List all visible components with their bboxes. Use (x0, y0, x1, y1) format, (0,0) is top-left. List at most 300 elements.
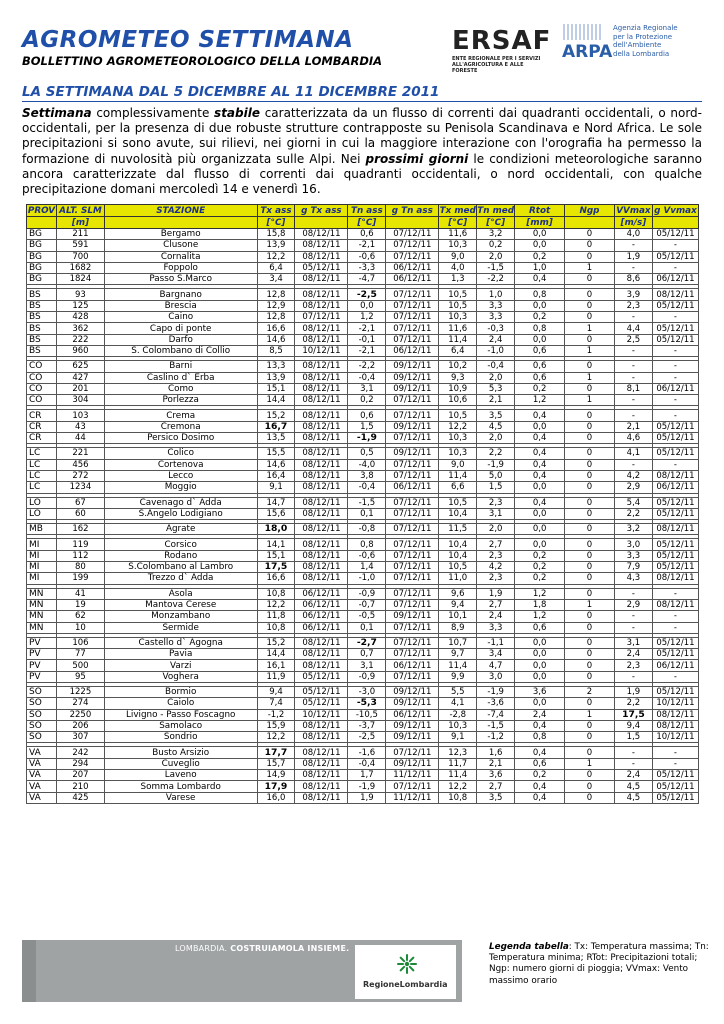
table-cell: 0,2 (515, 312, 565, 323)
table-cell: CR (27, 410, 57, 421)
table-cell: - (614, 240, 652, 251)
table-cell: 95 (56, 671, 104, 682)
table-cell: 08/12/11 (295, 274, 348, 285)
table-cell: 4,0 (439, 262, 477, 273)
table-cell: 0 (565, 433, 615, 444)
table-row (27, 251, 699, 262)
table-cell: 1,0 (515, 262, 565, 273)
table-cell: 1,5 (477, 482, 515, 493)
table-row (27, 383, 699, 394)
table-cell: 2,7 (477, 599, 515, 610)
table-cell: 12,2 (257, 251, 295, 262)
table-row (27, 229, 699, 240)
table-cell: 07/12/11 (386, 671, 439, 682)
table-cell: Pavia (104, 649, 257, 660)
table-cell: -0,6 (348, 251, 386, 262)
table-cell: 16,6 (257, 573, 295, 584)
table-legend (489, 942, 709, 987)
table-cell: Darfo (104, 334, 257, 345)
table-cell: 9,4 (614, 720, 652, 731)
table-cell: MN (27, 599, 57, 610)
table-cell: 3,0 (614, 539, 652, 550)
table-cell: 08/12/11 (295, 550, 348, 561)
table-cell: - (614, 588, 652, 599)
table-row (27, 448, 699, 459)
table-cell: 8,6 (614, 274, 652, 285)
table-cell: 43 (56, 421, 104, 432)
table-cell: 456 (56, 459, 104, 470)
table-cell: 1 (565, 709, 615, 720)
table-cell: 06/12/11 (386, 345, 439, 356)
table-cell: 1 (565, 395, 615, 406)
table-cell: 13,3 (257, 361, 295, 372)
table-cell: 0 (565, 274, 615, 285)
table-cell: 1,3 (439, 274, 477, 285)
table-cell: LO (27, 497, 57, 508)
table-cell: 2,9 (614, 599, 652, 610)
table-cell: - (614, 747, 652, 758)
table-cell: - (614, 459, 652, 470)
table-cell: 93 (56, 289, 104, 300)
table-cell: 08/12/11 (295, 497, 348, 508)
table-cell: -1,2 (477, 732, 515, 743)
table-cell: 08/12/11 (652, 720, 698, 731)
table-cell: 11,7 (439, 758, 477, 769)
column-header: g Tn ass (386, 205, 439, 217)
table-cell: SO (27, 698, 57, 709)
table-cell: 09/12/11 (386, 383, 439, 394)
table-cell: 05/12/11 (652, 637, 698, 648)
table-row (27, 312, 699, 323)
table-cell: 1,6 (477, 747, 515, 758)
table-cell: - (652, 345, 698, 356)
table-cell: 0 (565, 611, 615, 622)
table-cell: 625 (56, 361, 104, 372)
table-row (27, 611, 699, 622)
table-cell: 0 (565, 562, 615, 573)
table-cell: -4,7 (348, 274, 386, 285)
table-cell: 14,6 (257, 459, 295, 470)
table-cell: 0 (565, 747, 615, 758)
table-cell: 8,1 (614, 383, 652, 394)
table-cell: -2,1 (348, 345, 386, 356)
ersaf-logo-word: ERSAF (452, 26, 552, 56)
table-cell: 05/12/11 (652, 497, 698, 508)
table-cell: 14,6 (257, 334, 295, 345)
table-cell: 0 (565, 497, 615, 508)
table-cell: VA (27, 792, 57, 803)
table-row (27, 709, 699, 720)
table-cell: 0,1 (348, 622, 386, 633)
column-unit: [m/s] (614, 217, 652, 229)
table-cell: 10,8 (257, 588, 295, 599)
table-cell: 07/12/11 (386, 323, 439, 334)
table-cell: -0,7 (348, 599, 386, 610)
table-cell: 3,1 (614, 637, 652, 648)
table-cell: 2,3 (477, 550, 515, 561)
table-cell: 2250 (56, 709, 104, 720)
table-cell: 07/12/11 (386, 539, 439, 550)
table-row (27, 720, 699, 731)
week-title: LA SETTIMANA DAL 5 DICEMBRE AL 11 DICEMBRE 2011 (22, 84, 440, 100)
table-cell: 05/12/11 (295, 698, 348, 709)
table-cell: 222 (56, 334, 104, 345)
summary-bold-2: stabile (214, 106, 260, 120)
table-cell: 09/12/11 (386, 698, 439, 709)
table-cell: BG (27, 240, 57, 251)
table-cell: MI (27, 539, 57, 550)
table-cell: Bargnano (104, 289, 257, 300)
table-cell: -1,9 (348, 781, 386, 792)
table-cell: 15,1 (257, 383, 295, 394)
table-row (27, 459, 699, 470)
table-cell: Colico (104, 448, 257, 459)
table-row (27, 345, 699, 356)
table-row (27, 508, 699, 519)
table-cell: 06/12/11 (652, 274, 698, 285)
table-cell: LC (27, 448, 57, 459)
table-cell: 08/12/11 (295, 334, 348, 345)
table-cell: 05/12/11 (652, 649, 698, 660)
table-cell: Porlezza (104, 395, 257, 406)
table-cell: CR (27, 433, 57, 444)
arpa-logo-word: ARPA (562, 42, 613, 62)
ersaf-logo-line1: ENTE REGIONALE PER I SERVIZI (452, 56, 541, 62)
table-cell: 1 (565, 599, 615, 610)
table-cell: 106 (56, 637, 104, 648)
table-cell: 05/12/11 (652, 781, 698, 792)
table-cell: 0,0 (515, 300, 565, 311)
table-cell: 1,9 (477, 588, 515, 599)
summary-text-1: complessivamente (91, 106, 215, 120)
table-cell: 67 (56, 497, 104, 508)
table-cell: 2,1 (477, 395, 515, 406)
table-cell: 16,0 (257, 792, 295, 803)
table-cell: -0,4 (348, 372, 386, 383)
table-cell: 2,3 (477, 497, 515, 508)
table-row (27, 747, 699, 758)
table-cell: 0,2 (515, 770, 565, 781)
table-cell: 2,3 (614, 300, 652, 311)
table-cell: 08/12/11 (652, 709, 698, 720)
table-row (27, 649, 699, 660)
table-cell: 1,2 (348, 312, 386, 323)
table-cell: 211 (56, 229, 104, 240)
table-cell: -1,5 (477, 720, 515, 731)
column-unit (386, 217, 439, 229)
table-cell: 13,5 (257, 433, 295, 444)
table-cell: 10,3 (439, 448, 477, 459)
table-cell: 05/12/11 (652, 251, 698, 262)
column-unit (652, 217, 698, 229)
table-cell: 0,6 (348, 229, 386, 240)
table-cell: BS (27, 334, 57, 345)
table-cell: 07/12/11 (386, 395, 439, 406)
table-cell: - (652, 262, 698, 273)
table-cell: 0 (565, 334, 615, 345)
column-unit: [mm] (515, 217, 565, 229)
table-cell: 4,7 (477, 660, 515, 671)
table-cell: 05/12/11 (295, 262, 348, 273)
table-cell: 1,2 (515, 588, 565, 599)
table-cell: 427 (56, 372, 104, 383)
table-cell: Varese (104, 792, 257, 803)
table-cell: 17,7 (257, 747, 295, 758)
table-cell: -1,9 (477, 686, 515, 697)
table-cell: 08/12/11 (295, 637, 348, 648)
table-cell: 960 (56, 345, 104, 356)
table-row (27, 395, 699, 406)
table-cell: 0,0 (515, 649, 565, 660)
table-row (27, 660, 699, 671)
table-cell: 3,4 (257, 274, 295, 285)
table-cell: 12,2 (439, 421, 477, 432)
table-cell: 0,0 (515, 524, 565, 535)
summary-text-2: caratterizzata da un flusso di correnti dai quadranti occidentali, o nord-occidentali, per la presenza di due robuste strutture contrapposte su Penisola Scandinava e Nord Africa. Le sole precipitazioni si sono avute, sui rilievi, nei giorni in cui la maggiore interazione con l'orografia ha permesso la formazione di nuvolosità più organizzata sulle Alpi. Nei (22, 106, 702, 166)
table-cell: 06/12/11 (295, 622, 348, 633)
table-cell: -0,3 (477, 323, 515, 334)
table-cell: 0,4 (515, 470, 565, 481)
table-cell: 2 (565, 686, 615, 697)
table-cell: 10,6 (439, 395, 477, 406)
table-row (27, 470, 699, 481)
table-cell: 08/12/11 (295, 562, 348, 573)
table-cell: 09/12/11 (386, 686, 439, 697)
table-cell: 07/12/11 (386, 524, 439, 535)
table-cell: 0,0 (515, 334, 565, 345)
table-cell: 0,4 (515, 274, 565, 285)
table-row (27, 524, 699, 535)
table-cell: 1,4 (348, 562, 386, 573)
table-cell: 2,4 (614, 649, 652, 660)
table-body (27, 229, 699, 804)
table-cell: 11,4 (439, 334, 477, 345)
table-cell: 15,2 (257, 637, 295, 648)
table-cell: 0,0 (515, 508, 565, 519)
table-cell: 2,7 (477, 781, 515, 792)
column-unit (295, 217, 348, 229)
table-cell: 60 (56, 508, 104, 519)
table-cell: 0 (565, 508, 615, 519)
table-cell: 1,9 (348, 792, 386, 803)
table-cell: Capo di ponte (104, 323, 257, 334)
table-cell: 2,0 (477, 524, 515, 535)
table-cell: 3,3 (477, 300, 515, 311)
table-cell: Lecco (104, 470, 257, 481)
table-cell: 1 (565, 323, 615, 334)
table-cell: 5,0 (477, 470, 515, 481)
table-cell: 0,1 (348, 508, 386, 519)
table-cell: 591 (56, 240, 104, 251)
table-cell: - (652, 611, 698, 622)
table-cell: 3,8 (348, 470, 386, 481)
table-cell: 0 (565, 698, 615, 709)
table-cell: 05/12/11 (652, 323, 698, 334)
column-header: g Tx ass (295, 205, 348, 217)
table-cell: 1,0 (477, 289, 515, 300)
table-cell: 9,0 (439, 251, 477, 262)
table-cell: 0 (565, 732, 615, 743)
table-cell: - (614, 611, 652, 622)
table-cell: 0,0 (515, 660, 565, 671)
table-cell: 08/12/11 (295, 448, 348, 459)
table-cell: -1,9 (477, 459, 515, 470)
table-cell: 2,2 (477, 448, 515, 459)
table-cell: 2,4 (515, 709, 565, 720)
table-cell: 11,8 (257, 611, 295, 622)
table-cell: 5,5 (439, 686, 477, 697)
table-cell: 08/12/11 (295, 323, 348, 334)
table-cell: 0 (565, 410, 615, 421)
table-cell: 2,5 (614, 334, 652, 345)
table-cell: Passo S.Marco (104, 274, 257, 285)
table-cell: 201 (56, 383, 104, 394)
table-row (27, 497, 699, 508)
table-cell: S.Angelo Lodigiano (104, 508, 257, 519)
table-cell: Cremona (104, 421, 257, 432)
table-cell: 10,5 (439, 497, 477, 508)
table-cell: CO (27, 361, 57, 372)
table-cell: MI (27, 550, 57, 561)
table-cell: 10,3 (439, 433, 477, 444)
table-cell: 0,8 (348, 539, 386, 550)
table-cell: 2,1 (477, 758, 515, 769)
table-cell: 17,9 (257, 781, 295, 792)
table-cell: 4,6 (614, 433, 652, 444)
table-cell: 199 (56, 573, 104, 584)
table-cell: 3,4 (477, 649, 515, 660)
table-cell: 0 (565, 588, 615, 599)
table-cell: BS (27, 312, 57, 323)
table-cell: Caslino d` Erba (104, 372, 257, 383)
table-cell: 0 (565, 720, 615, 731)
table-cell: -0,4 (348, 482, 386, 493)
table-cell: 0,4 (515, 747, 565, 758)
table-cell: 10,3 (439, 720, 477, 731)
table-cell: 0 (565, 781, 615, 792)
table-cell: 0,0 (515, 637, 565, 648)
table-cell: -3,6 (477, 698, 515, 709)
table-cell: -2,1 (348, 240, 386, 251)
table-cell: 0 (565, 770, 615, 781)
table-cell: 07/12/11 (386, 508, 439, 519)
table-cell: 206 (56, 720, 104, 731)
table-cell: 05/12/11 (652, 300, 698, 311)
table-row (27, 539, 699, 550)
table-units-row (27, 217, 699, 229)
table-cell: 05/12/11 (652, 562, 698, 573)
table-cell: 2,3 (477, 573, 515, 584)
table-cell: BG (27, 262, 57, 273)
table-cell: SO (27, 686, 57, 697)
table-cell: 6,4 (257, 262, 295, 273)
table-cell: 0,6 (515, 345, 565, 356)
table-cell: PV (27, 637, 57, 648)
table-cell: 9,4 (257, 686, 295, 697)
table-cell: 2,4 (614, 770, 652, 781)
table-cell: -0,6 (348, 550, 386, 561)
table-row (27, 550, 699, 561)
table-cell: 07/12/11 (386, 622, 439, 633)
table-row (27, 637, 699, 648)
table-cell: - (652, 758, 698, 769)
table-cell: 15,8 (257, 229, 295, 240)
table-cell: SO (27, 709, 57, 720)
table-cell: 0,0 (515, 240, 565, 251)
table-cell: 1,9 (614, 686, 652, 697)
table-row (27, 372, 699, 383)
table-cell: 07/12/11 (386, 300, 439, 311)
table-cell: 08/12/11 (295, 300, 348, 311)
table-cell: 15,5 (257, 448, 295, 459)
table-cell: 08/12/11 (295, 289, 348, 300)
table-cell: 2,0 (477, 433, 515, 444)
title-divider (22, 101, 702, 102)
table-cell: 3,3 (477, 622, 515, 633)
table-cell: 4,5 (477, 421, 515, 432)
table-cell: Livigno - Passo Foscagno (104, 709, 257, 720)
table-cell: 10,4 (439, 508, 477, 519)
table-row (27, 262, 699, 273)
table-cell: 12,2 (439, 781, 477, 792)
table-cell: 4,2 (477, 562, 515, 573)
table-cell: 05/12/11 (652, 770, 698, 781)
table-cell: 0,0 (515, 698, 565, 709)
table-cell: -1,0 (477, 345, 515, 356)
table-cell: BG (27, 274, 57, 285)
table-cell: 08/12/11 (652, 524, 698, 535)
table-cell: Moggio (104, 482, 257, 493)
table-cell: 1,2 (515, 611, 565, 622)
table-cell: 1682 (56, 262, 104, 273)
table-cell: 3,9 (614, 289, 652, 300)
table-cell: 06/12/11 (652, 660, 698, 671)
table-cell: 08/12/11 (295, 251, 348, 262)
table-cell: -1,1 (477, 637, 515, 648)
table-cell: 14,9 (257, 770, 295, 781)
table-cell: 112 (56, 550, 104, 561)
table-cell: - (652, 410, 698, 421)
table-row (27, 698, 699, 709)
table-cell: 16,4 (257, 470, 295, 481)
table-cell: Persico Dosimo (104, 433, 257, 444)
table-cell: 05/12/11 (652, 539, 698, 550)
table-cell: 06/12/11 (386, 274, 439, 285)
table-cell: 10,8 (257, 622, 295, 633)
table-cell: PV (27, 660, 57, 671)
table-cell: 304 (56, 395, 104, 406)
table-cell: 0,6 (515, 372, 565, 383)
table-cell: 10,9 (439, 383, 477, 394)
table-cell: 11,6 (439, 229, 477, 240)
table-cell: Varzi (104, 660, 257, 671)
table-cell: Cortenova (104, 459, 257, 470)
table-cell: 09/12/11 (386, 372, 439, 383)
table-cell: 07/12/11 (386, 240, 439, 251)
column-header: g Vvmax (654, 205, 697, 216)
table-cell: Caiolo (104, 698, 257, 709)
table-cell: VA (27, 781, 57, 792)
table-cell: -0,8 (348, 524, 386, 535)
table-cell: 0 (565, 792, 615, 803)
table-cell: 06/12/11 (652, 383, 698, 394)
table-cell: 08/12/11 (295, 649, 348, 660)
table-cell: BS (27, 289, 57, 300)
table-cell: 0,8 (515, 289, 565, 300)
table-cell: 242 (56, 747, 104, 758)
table-cell: 11,4 (439, 660, 477, 671)
table-cell: 10/12/11 (295, 709, 348, 720)
